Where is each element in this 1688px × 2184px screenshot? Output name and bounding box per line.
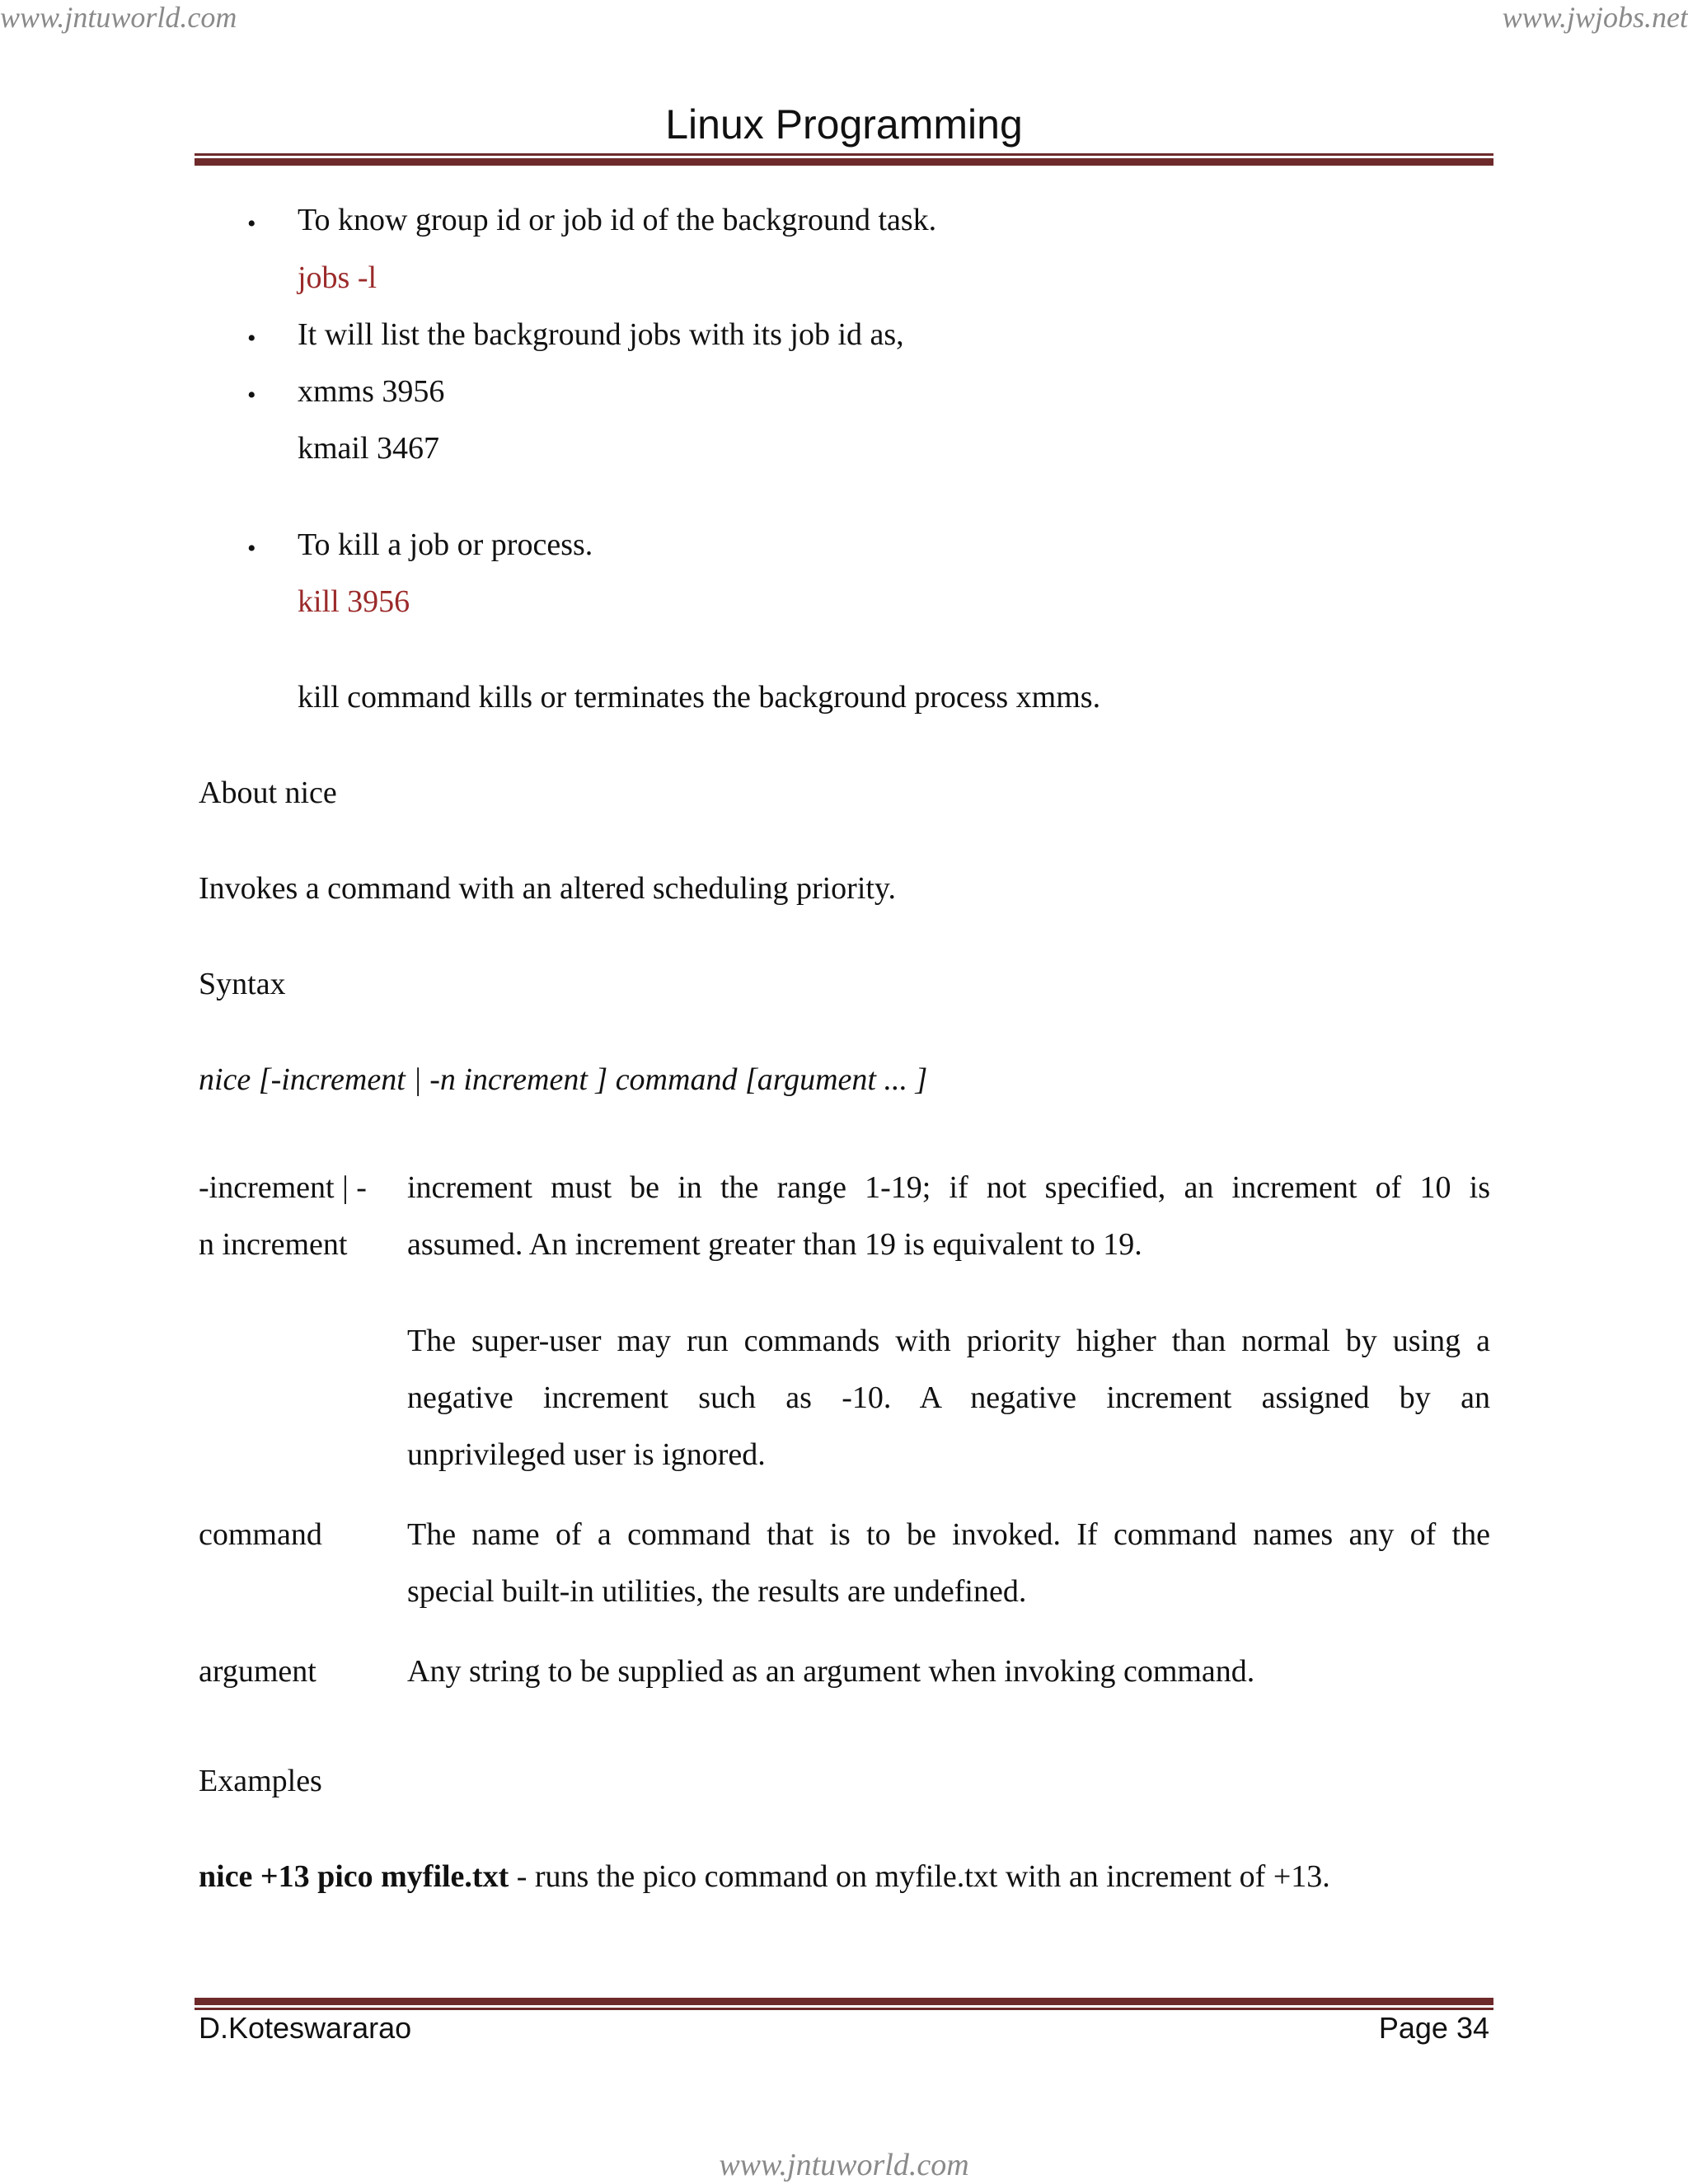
option-label-command: command	[199, 1517, 322, 1552]
examples-heading: Examples	[199, 1764, 322, 1798]
watermark-bottom: www.jntuworld.com	[719, 2148, 969, 2182]
footer-page-number: Page 34	[1378, 2011, 1489, 2045]
bullet-extra: kmail 3467	[298, 431, 440, 466]
about-desc: Invokes a command with an altered scheduling priority.	[199, 871, 896, 906]
option-desc-command: special built-in utilities, the results are undefined.	[407, 1574, 1027, 1609]
option-desc-command: The name of a command that is to be invoked. If command names any of the	[407, 1517, 1490, 1552]
bullet-marker: •	[247, 382, 256, 409]
header-rule	[195, 153, 1493, 166]
bullet-text: It will list the background jobs with its job id as,	[298, 317, 904, 352]
option-desc-superuser: negative increment such as -10. A negative increment assigned by an	[407, 1380, 1490, 1415]
example-line	[199, 1858, 1330, 1896]
footer-author: D.Koteswararao	[199, 2011, 412, 2045]
bullet-marker: •	[247, 210, 256, 237]
bullet-text: To know group id or job id of the background task.	[298, 203, 937, 237]
bullet-text: xmms 3956	[298, 374, 445, 409]
option-label-increment: n increment	[199, 1227, 348, 1262]
option-desc-superuser: The super-user may run commands with priority higher than normal by using a	[407, 1324, 1490, 1358]
watermark-top-right: www.jwjobs.net	[1502, 1, 1688, 34]
example-desc: - runs the pico command on myfile.txt with an increment of +13.	[509, 1859, 1330, 1894]
option-label-argument: argument	[199, 1654, 316, 1689]
option-label-increment: -increment | -	[199, 1170, 367, 1205]
page-title: Linux Programming	[665, 101, 1023, 148]
about-heading: About nice	[199, 776, 337, 810]
code-kill: kill 3956	[298, 584, 410, 619]
option-desc-increment: assumed. An increment greater than 19 is equivalent to 19.	[407, 1227, 1142, 1262]
bullet-text: To kill a job or process.	[298, 527, 593, 562]
syntax-heading: Syntax	[199, 967, 286, 1001]
syntax-line: nice [-increment | -n increment ] command [argument ... ]	[199, 1062, 928, 1097]
kill-note: kill command kills or terminates the background process xmms.	[298, 680, 1101, 715]
bullet-marker: •	[247, 535, 256, 562]
code-jobs: jobs -l	[298, 260, 377, 295]
watermark-top-left: www.jntuworld.com	[0, 1, 237, 34]
option-desc-superuser: unprivileged user is ignored.	[407, 1437, 766, 1472]
option-desc-argument: Any string to be supplied as an argument when invoking command.	[407, 1654, 1255, 1689]
footer-rule	[195, 1998, 1493, 2010]
example-command: nice +13 pico myfile.txt	[199, 1859, 509, 1894]
option-desc-increment: increment must be in the range 1-19; if not specified, an increment of 10 is	[407, 1170, 1490, 1205]
bullet-marker: •	[247, 325, 256, 352]
